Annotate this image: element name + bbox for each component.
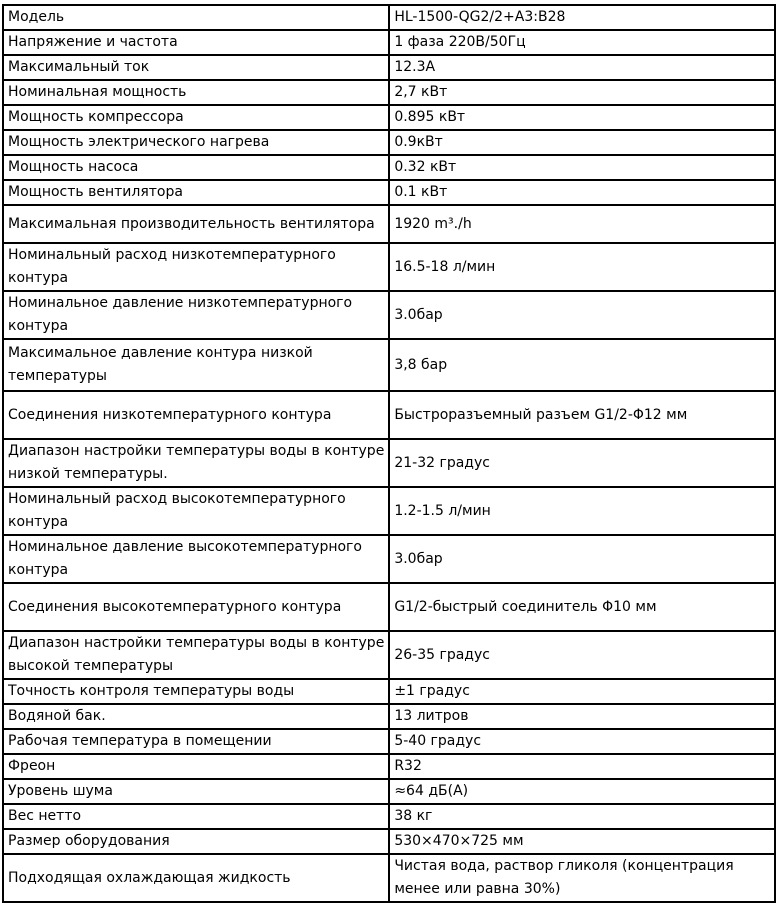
table-row [3,704,775,729]
table-row [3,754,775,779]
table-row [3,487,775,535]
spec-label: Максимальная производительность вентилятора [3,205,389,243]
table-row [3,155,775,180]
table-row [3,339,775,391]
spec-value: 1.2-1.5 л/мин [389,487,775,535]
spec-value: 1 фаза 220В/50Гц [389,30,775,55]
table-row [3,180,775,205]
spec-value: 16.5-18 л/мин [389,243,775,291]
spec-value: 3.0бар [389,535,775,583]
spec-value: 0.32 кВт [389,155,775,180]
spec-label: Размер оборудования [3,829,389,854]
spec-value: R32 [389,754,775,779]
table-row [3,80,775,105]
spec-label: Номинальный расход низкотемпературного контура [3,243,389,291]
spec-label: Соединения низкотемпературного контура [3,391,389,439]
spec-label: Номинальное давление высокотемпературного контура [3,535,389,583]
spec-label: Уровень шума [3,779,389,804]
spec-label: Номинальная мощность [3,80,389,105]
spec-value: 3,8 бар [389,339,775,391]
spec-value: 12.3A [389,55,775,80]
table-row [3,779,775,804]
spec-label: Соединения высокотемпературного контура [3,583,389,631]
table-row [3,583,775,631]
table-row [3,130,775,155]
spec-value: Быстроразъемный разъем G1/2-Φ12 мм [389,391,775,439]
spec-value: 5-40 градус [389,729,775,754]
spec-label: Вес нетто [3,804,389,829]
spec-value: 26-35 градус [389,631,775,679]
spec-value: 3.0бар [389,291,775,339]
spec-label: Максимальное давление контура низкой температуры [3,339,389,391]
spec-value: 38 кг [389,804,775,829]
spec-label: Модель [3,5,389,30]
spec-label: Водяной бак. [3,704,389,729]
spec-label: Диапазон настройки температуры воды в контуре низкой температуры. [3,439,389,487]
table-row [3,804,775,829]
spec-value: Чистая вода, раствор гликоля (концентрация менее или равна 30%) [389,854,775,902]
spec-value: ≈64 дБ(A) [389,779,775,804]
specification-table [2,4,776,903]
spec-label: Номинальное давление низкотемпературного контура [3,291,389,339]
spec-label: Максимальный ток [3,55,389,80]
spec-value: 2,7 кВт [389,80,775,105]
spec-value: G1/2-быстрый соединитель Φ10 мм [389,583,775,631]
spec-value: 21-32 градус [389,439,775,487]
spec-label: Рабочая температура в помещении [3,729,389,754]
spec-value: ±1 градус [389,679,775,704]
table-row [3,105,775,130]
spec-label: Мощность компрессора [3,105,389,130]
table-row [3,30,775,55]
spec-value: 0.895 кВт [389,105,775,130]
table-row [3,205,775,243]
spec-value: 13 литров [389,704,775,729]
spec-label: Напряжение и частота [3,30,389,55]
spec-label: Точность контроля температуры воды [3,679,389,704]
table-row [3,829,775,854]
table-row [3,391,775,439]
spec-label: Мощность насоса [3,155,389,180]
table-row [3,439,775,487]
spec-label: Мощность вентилятора [3,180,389,205]
spec-value: 0.9кВт [389,130,775,155]
table-row [3,535,775,583]
table-row [3,5,775,30]
spec-value: HL-1500-QG2/2+A3:B28 [389,5,775,30]
spec-label: Подходящая охлаждающая жидкость [3,854,389,902]
specification-table-body [3,5,775,902]
table-row [3,854,775,902]
spec-label: Номинальный расход высокотемпературного контура [3,487,389,535]
spec-label: Фреон [3,754,389,779]
table-row [3,291,775,339]
table-row [3,631,775,679]
spec-label: Мощность электрического нагрева [3,130,389,155]
spec-value: 1920 m³./h [389,205,775,243]
table-row [3,679,775,704]
table-row [3,729,775,754]
spec-value: 530×470×725 мм [389,829,775,854]
spec-value: 0.1 кВт [389,180,775,205]
table-row [3,55,775,80]
spec-label: Диапазон настройки температуры воды в контуре высокой температуры [3,631,389,679]
table-row [3,243,775,291]
